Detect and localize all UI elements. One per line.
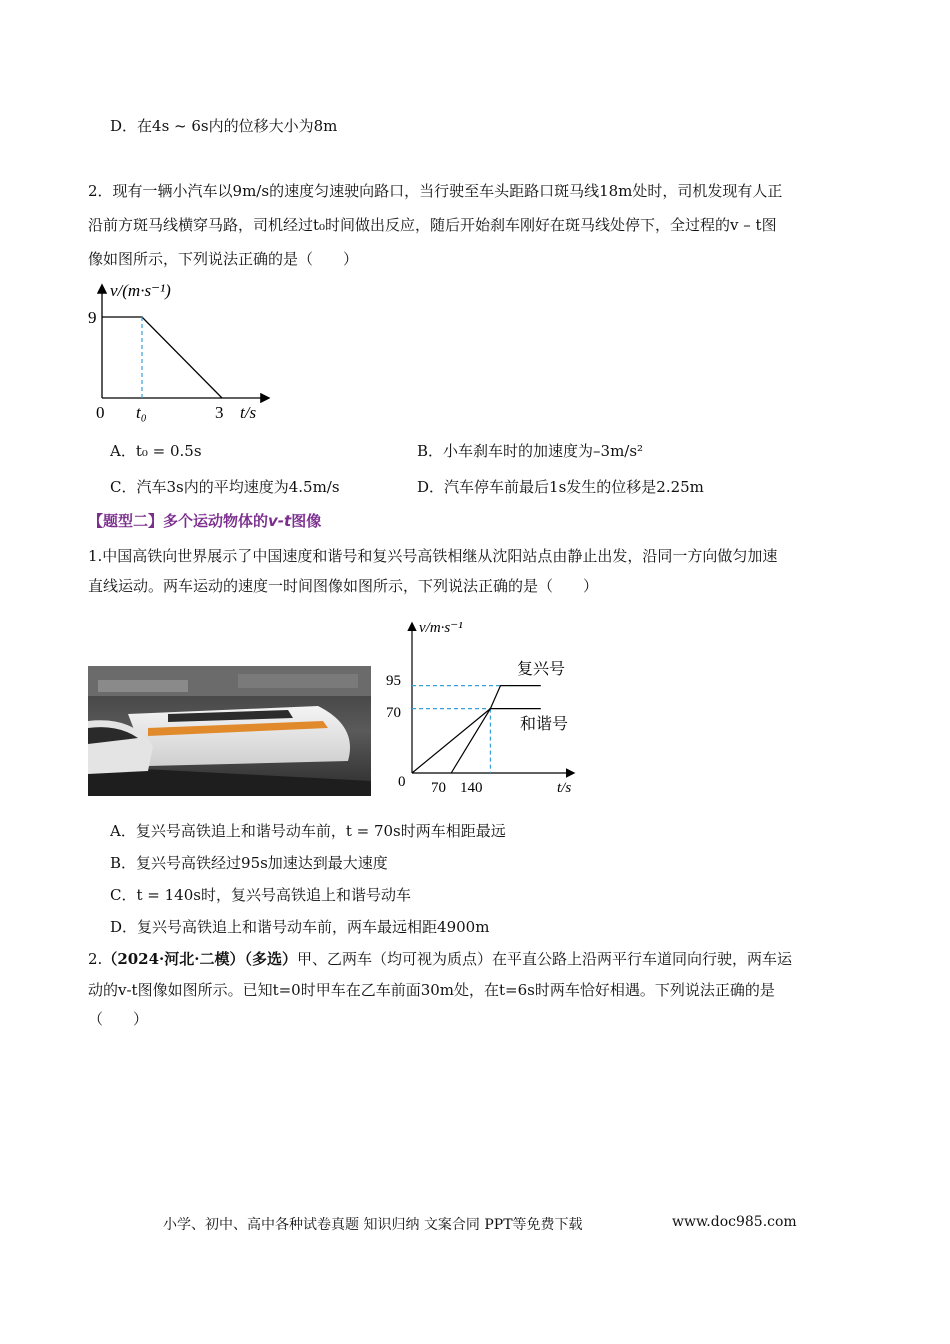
q4-line-1-text: 甲、乙两车（均可视为质点）在平直公路上沿两平行车道同向行驶，两车运	[297, 950, 793, 968]
section-heading-vt: v-t	[268, 512, 292, 530]
q3-series-label-fuxing: 复兴号	[517, 661, 566, 678]
section-heading	[88, 510, 321, 532]
q3-ytick-70: 70	[386, 705, 401, 721]
footer-url: www.doc985.com	[672, 1214, 797, 1230]
q2-xlabel: t/s	[240, 403, 257, 422]
train-photo-image	[88, 666, 371, 796]
q2-ylabel: v/(m·s⁻¹)	[110, 281, 171, 300]
q3-ytick-0: 0	[398, 774, 406, 790]
train-photo	[88, 666, 371, 796]
q4-multi-tag: （多选）	[244, 950, 298, 968]
q1-option-d: D．在4s ~ 6s内的位移大小为8m	[110, 117, 338, 135]
section-heading-suffix: 图像	[291, 512, 322, 530]
q3-xlabel: t/s	[557, 780, 572, 796]
q2-ytick-9: 9	[88, 308, 97, 327]
q3-option-c: C．t = 140s时，复兴号高铁追上和谐号动车	[110, 886, 411, 904]
q2-option-c: C．汽车3s内的平均速度为4.5m/s	[110, 478, 340, 496]
q2-line-1: 2．现有一辆小汽车以9m/s的速度匀速驶向路口，当行驶至车头距路口斑马线18m处时，司机发现有人正	[88, 182, 783, 200]
section-heading-prefix: 【题型二】多个运动物体的	[88, 512, 269, 530]
q4-line-2: 动的v-t图像如图所示。已知t=0时甲车在乙车前面30m处，在t=6s时两车恰好相遇。下列说法正确的是	[88, 981, 775, 999]
q4-source: （2024·河北·二模）	[102, 950, 245, 968]
q3-ylabel: v/m·s⁻¹	[419, 620, 463, 636]
q2-line-2: 沿前方斑马线横穿马路，司机经过t₀时间做出反应，随后开始刹车刚好在斑马线处停下，全过程的v – t图	[88, 216, 777, 234]
q2-vt-chart	[88, 280, 288, 425]
q3-line-2: 直线运动。两车运动的速度一时间图像如图所示，下列说法正确的是（ ）	[88, 577, 599, 595]
q2-option-b: B．小车刹车时的加速度为–3m/s²	[417, 442, 644, 460]
q2-option-d: D．汽车停车前最后1s发生的位移是2.25m	[417, 478, 704, 496]
q3-vt-chart	[385, 616, 585, 801]
q4-number: 2.	[88, 950, 103, 968]
q2-xtick-0: 0	[96, 403, 105, 422]
footer-text: 小学、初中、高中各种试卷真题 知识归纳 文案合同 PPT等免费下载	[163, 1217, 583, 1233]
q3-ytick-95: 95	[386, 673, 401, 689]
q2-line-3: 像如图所示，下列说法正确的是（ ）	[88, 250, 359, 268]
q3-option-a: A．复兴号高铁追上和谐号动车前，t = 70s时两车相距最远	[110, 822, 506, 840]
q3-line-1: 1.中国高铁向世界展示了中国速度和谐号和复兴号高铁相继从沈阳站点由静止出发，沿同一方向做匀加速	[88, 547, 778, 565]
q3-xtick-70: 70	[431, 780, 446, 796]
q3-xtick-140: 140	[460, 780, 483, 796]
q3-option-b: B．复兴号高铁经过95s加速达到最大速度	[110, 854, 388, 872]
q4-line-3: （ ）	[88, 1010, 149, 1028]
q4-line-1	[88, 948, 792, 970]
q3-series-label-hexie: 和谐号	[520, 716, 569, 733]
q2-xtick-t0: t₀	[136, 403, 147, 422]
q2-xtick-3: 3	[215, 403, 224, 422]
q3-option-d: D．复兴号高铁追上和谐号动车前，两车最远相距4900m	[110, 918, 490, 936]
q2-option-a: A．t₀ = 0.5s	[110, 442, 202, 460]
q2-series-line	[102, 317, 222, 398]
